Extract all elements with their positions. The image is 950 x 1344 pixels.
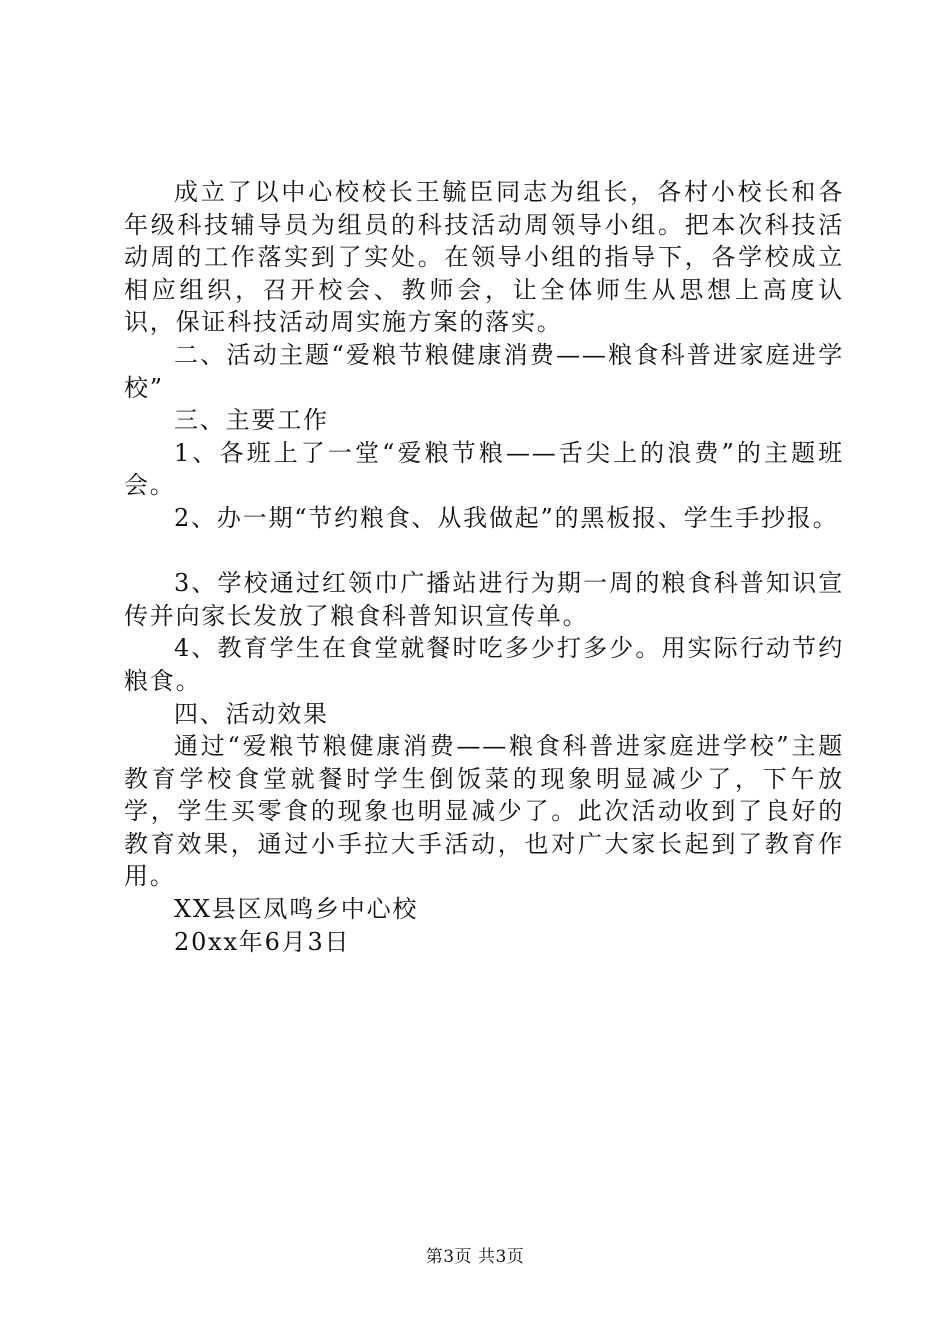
signature-date: 20xx年6月3日	[174, 927, 351, 956]
page-footer: 第3页 共3页	[425, 1247, 525, 1267]
document-body	[124, 176, 844, 958]
list-item-radio-station: 3、学校通过红领巾广播站进行为期一周的粮食科普知识宣传并向家长发放了粮食科普知识宣传单。	[124, 569, 844, 630]
list-item-canteen: 4、教育学生在食堂就餐时吃多少打多少。用实际行动节约粮食。	[124, 634, 844, 695]
paragraph-activity-theme: 二、活动主题“爱粮节粮健康消费——粮食科普进家庭进学校”	[124, 340, 844, 402]
list-item-blackboard: 2、办一期“节约粮食、从我做起”的黑板报、学生手抄报。	[174, 503, 839, 532]
section-heading-main-work: 三、主要工作	[174, 406, 329, 435]
section-heading-effects: 四、活动效果	[174, 699, 329, 728]
paragraph-leadership-group: 成立了以中心校校长王毓臣同志为组长，各村小校长和各年级科技辅导员为组员的科技活动周领导小组。把本次科技活动周的工作落实到了实处。在领导小组的指导下，各学校成立相应组织，召开校会、教师会，让全体师生从思想上高度认识，保证科技活动周实施方案的落实。	[124, 178, 844, 337]
signature-organization: XX县区凤鸣乡中心校	[174, 895, 419, 924]
list-item-class-meeting: 1、各班上了一堂“爱粮节粮——舌尖上的浪费”的主题班会。	[124, 438, 844, 500]
paragraph-effects: 通过“爱粮节粮健康消费——粮食科普进家庭进学校”主题教育学校食堂就餐时学生倒饭菜的现象明显减少了，下午放学，学生买零食的现象也明显减少了。此次活动收到了良好的教育效果，通过小手拉大手活动，也对广大家长起到了教育作用。	[124, 732, 844, 891]
